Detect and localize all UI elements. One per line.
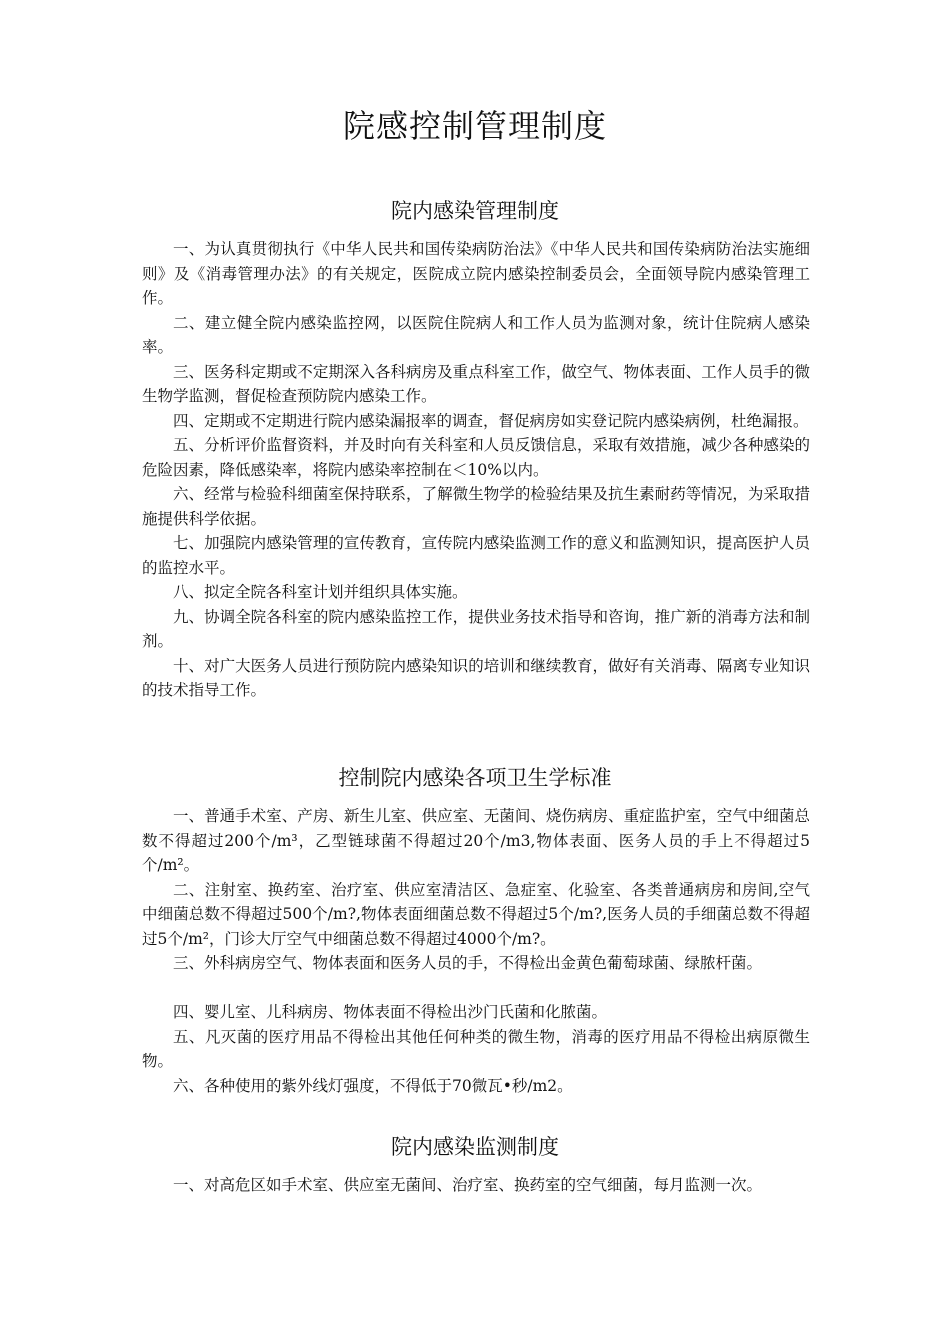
section-title-infection-management: 院内感染管理制度 (391, 199, 559, 223)
paragraph: 一、对高危区如手术室、供应室无菌间、治疗室、换药室的空气细菌，每月监测一次。 (173, 1176, 763, 1194)
paragraph: 二、注射室、换药室、治疗室、供应室清洁区、急症室、化验室、各类普通病房和房间,空气中细菌总数不得超过500个/m?,物体表面细菌总数不得超过5个/m?,医务人员的手细菌总数不得超过5个/m²，门诊大厅空气中细菌总数不得超过4000个/m?。 (142, 880, 810, 948)
section-body-infection-management (142, 237, 810, 703)
paragraph: 三、医务科定期或不定期深入各科病房及重点科室工作，做空气、物体表面、工作人员手的微生物学监测，督促检查预防院内感染工作。 (142, 362, 810, 405)
document-title: 院感控制管理制度 (342, 107, 607, 145)
paragraph: 六、各种使用的紫外线灯强度，不得低于70微瓦•秒/m2。 (173, 1076, 573, 1095)
paragraph-spacer (142, 976, 810, 1001)
paragraph: 一、为认真贯彻执行《中华人民共和国传染病防治法》《中华人民共和国传染病防治法实施细则》及《消毒管理办法》的有关规定，医院成立院内感染控制委员会，全面领导院内感染管理工作。 (142, 240, 810, 307)
section-body-monitoring (142, 1173, 810, 1198)
paragraph: 九、协调全院各科室的院内感染监控工作，提供业务技术指导和咨询，推广新的消毒方法和制剂。 (142, 607, 810, 650)
section-title-monitoring: 院内感染监测制度 (391, 1135, 559, 1159)
paragraph: 十、对广大医务人员进行预防院内感染知识的培训和继续教育，做好有关消毒、隔离专业知识的技术指导工作。 (142, 656, 810, 699)
paragraph: 二、建立健全院内感染监控网，以医院住院病人和工作人员为监测对象，统计住院病人感染率。 (142, 313, 810, 356)
paragraph: 一、普通手术室、产房、新生儿室、供应室、无菌间、烧伤病房、重症监护室，空气中细菌总数不得超过200个/m³，乙型链球菌不得超过20个/m3,物体表面、医务人员的手上不得超过5个/m²。 (142, 807, 810, 874)
paragraph: 六、经常与检验科细菌室保持联系，了解微生物学的检验结果及抗生素耐药等情况，为采取措施提供科学依据。 (142, 485, 810, 528)
section-title-hygiene-standards: 控制院内感染各项卫生学标准 (338, 766, 612, 790)
paragraph: 七、加强院内感染管理的宣传教育，宣传院内感染监测工作的意义和监测知识，提高医护人员的监控水平。 (142, 534, 810, 577)
section-body-hygiene-standards (142, 804, 810, 1098)
paragraph: 五、分析评价监督资料，并及时向有关科室和人员反馈信息，采取有效措施，减少各种感染的危险因素，降低感染率，将院内感染率控制在＜10%以内。 (142, 436, 810, 479)
paragraph: 四、婴儿室、儿科病房、物体表面不得检出沙门氏菌和化脓菌。 (173, 1003, 608, 1021)
paragraph: 四、定期或不定期进行院内感染漏报率的调查，督促病房如实登记院内感染病例，杜绝漏报。 (173, 411, 809, 430)
paragraph: 五、凡灭菌的医疗用品不得检出其他任何种类的微生物，消毒的医疗用品不得检出病原微生物。 (142, 1027, 810, 1070)
paragraph: 八、拟定全院各科室计划并组织具体实施。 (173, 583, 468, 601)
paragraph: 三、外科病房空气、物体表面和医务人员的手，不得检出金黄色葡萄球菌、绿脓杆菌。 (173, 954, 763, 972)
